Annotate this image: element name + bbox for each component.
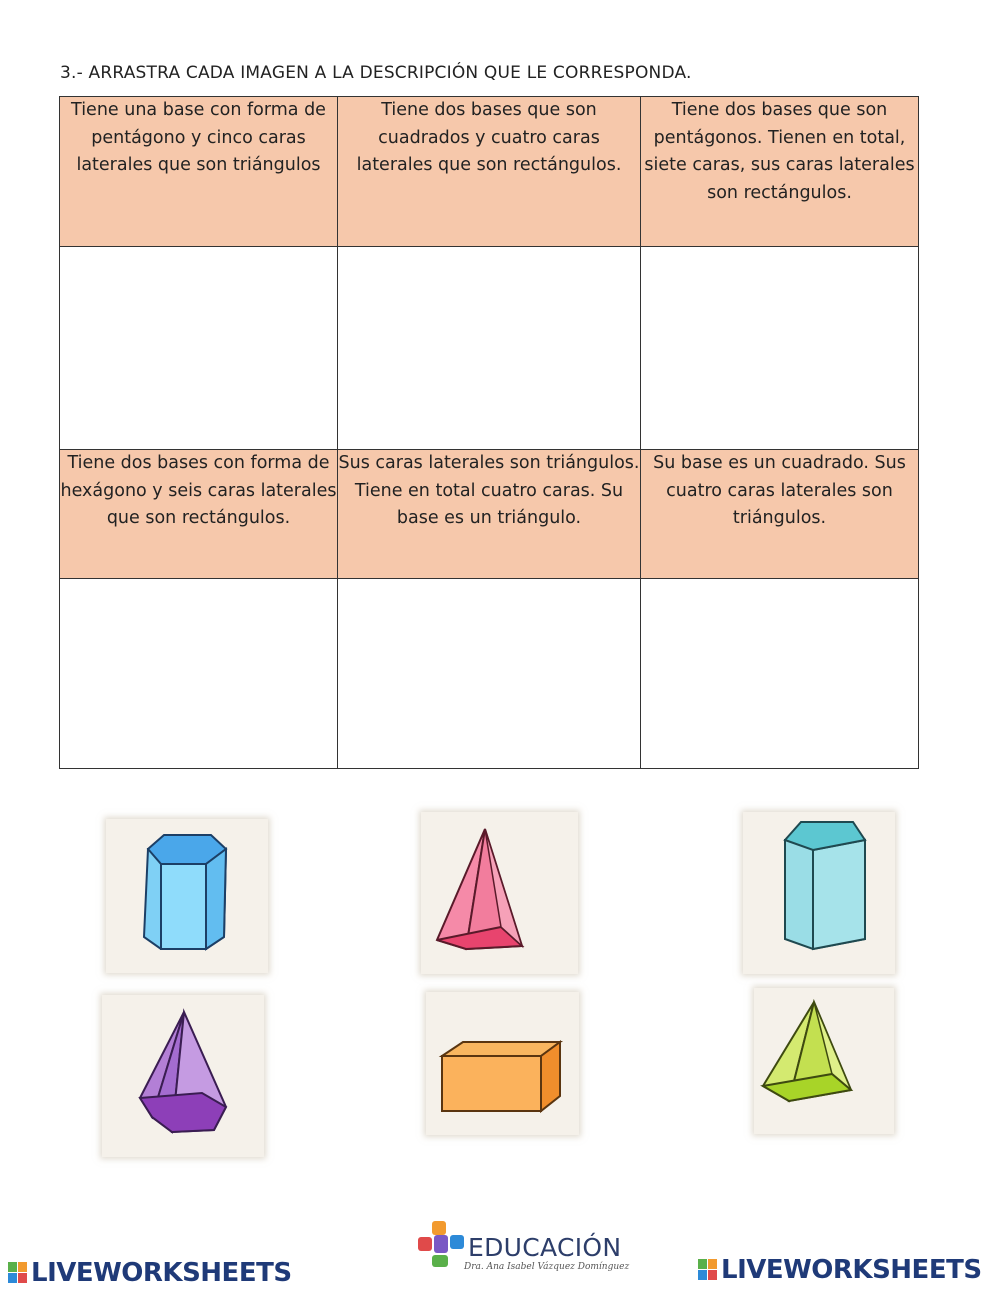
rectangular-prism-image[interactable]: [426, 992, 579, 1135]
description-cell: Tiene una base con forma de pentágono y cinco caras laterales que son triángulos: [60, 97, 338, 247]
matching-table: [59, 96, 919, 769]
triangular-pyramid-image[interactable]: [421, 812, 578, 974]
description-cell: Sus caras laterales son triángulos. Tiene en total cuatro caras. Su base es un triángulo.: [338, 450, 641, 579]
liveworksheets-icon: [8, 1262, 28, 1284]
liveworksheets-icon: [698, 1259, 718, 1281]
drop-zone[interactable]: [60, 579, 338, 769]
liveworksheets-logo-right: [698, 1255, 982, 1285]
description-cell: Tiene dos bases con forma de hexágono y seis caras laterales que son rectángulos.: [60, 450, 338, 579]
pentagonal-pyramid-image[interactable]: [102, 995, 264, 1157]
educacion-title: EDUCACIÓN: [468, 1233, 622, 1262]
drop-zone[interactable]: [641, 247, 919, 450]
drop-zone[interactable]: [641, 579, 919, 769]
description-cell: Tiene dos bases que son pentágonos. Tienen en total, siete caras, sus caras laterales son rectángulos.: [641, 97, 919, 247]
drop-zone[interactable]: [338, 579, 641, 769]
square-pyramid-image[interactable]: [754, 988, 894, 1134]
instruction-text: 3.- ARRASTRA CADA IMAGEN A LA DESCRIPCIÓN QUE LE CORRESPONDA.: [60, 63, 692, 83]
description-cell: Tiene dos bases que son cuadrados y cuatro caras laterales que son rectángulos.: [338, 97, 641, 247]
hexagonal-prism-image[interactable]: [106, 819, 268, 973]
educacion-icon: [418, 1221, 468, 1271]
liveworksheets-text: LIVEWORKSHEETS: [721, 1255, 982, 1285]
pentagonal-prism-image[interactable]: [743, 812, 895, 974]
liveworksheets-text: LIVEWORKSHEETS: [31, 1258, 292, 1288]
liveworksheets-logo-left: [8, 1258, 292, 1288]
educacion-subtitle: Dra. Ana Isabel Vázquez Domínguez: [464, 1262, 630, 1272]
educacion-logo: [418, 1219, 630, 1279]
drop-zone[interactable]: [338, 247, 641, 450]
drop-zone[interactable]: [60, 247, 338, 450]
description-cell: Su base es un cuadrado. Sus cuatro caras laterales son triángulos.: [641, 450, 919, 579]
